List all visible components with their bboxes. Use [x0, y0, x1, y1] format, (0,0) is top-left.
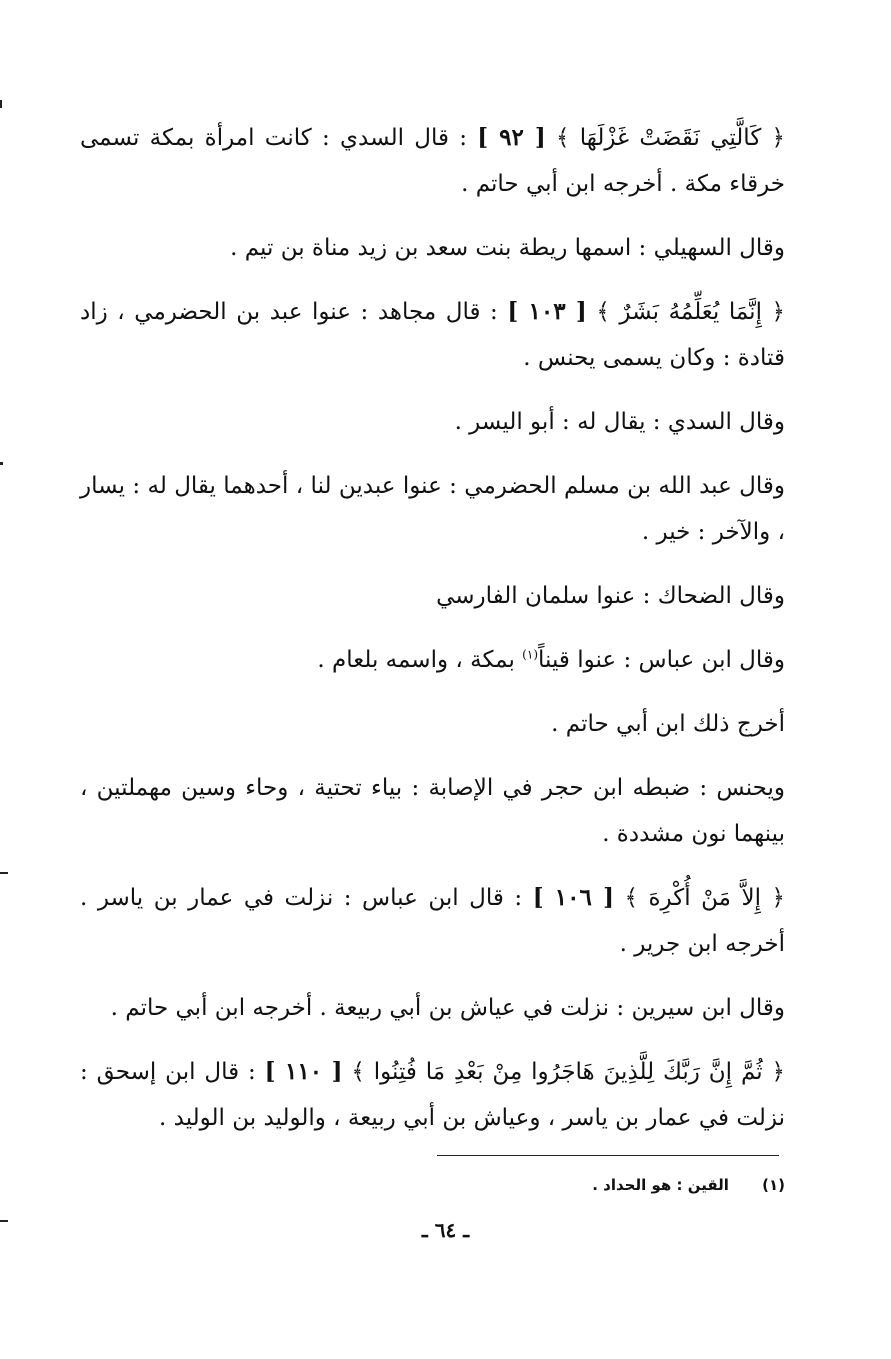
paragraph-text: بمكة ، واسمه بلعام . [317, 647, 523, 673]
paragraph-text: أخرج ذلك ابن أبي حاتم . [551, 711, 785, 737]
paragraph-suddi [80, 399, 785, 445]
scan-edge-mark [0, 462, 3, 465]
paragraph-dahhak [80, 573, 785, 619]
quran-verse: ﴿ إِلاَّ مَنْ أُكْرِهَ ﴾ [624, 885, 785, 911]
page-body [80, 115, 785, 1159]
paragraph-text: وقال السهيلي : اسمها ريطة بنت سعد بن زيد مناة بن تيم . [230, 235, 785, 261]
footnote-divider [437, 1155, 779, 1156]
paragraph-verse-106 [80, 875, 785, 967]
verse-ref: [ ١١٠ ] [264, 1058, 343, 1085]
paragraph-text: وقال ابن سيرين : نزلت في عياش بن أبي ربيعة . أخرجه ابن أبي حاتم . [110, 995, 785, 1021]
paragraph-verse-110 [80, 1049, 785, 1141]
quran-verse: ﴿ ثُمَّ إِنَّ رَبَّكَ لِلَّذِينَ هَاجَرُوا مِنْ بَعْدِ مَا فُتِنُوا ﴾ [351, 1059, 786, 1085]
verse-ref: [ ١٠٦ ] [532, 884, 614, 911]
paragraph-verse-92 [80, 115, 785, 207]
paragraph-ibn-sirin [80, 985, 785, 1031]
paragraph-text: وقال السدي : يقال له : أبو اليسر . [454, 409, 785, 435]
paragraph-yahnas [80, 765, 785, 857]
paragraph-text: ويحنس : ضبطه ابن حجر في الإصابة : بياء تحتية ، وحاء وسين مهملتين ، بينهما نون مشددة . [80, 775, 785, 847]
paragraph-text: : قال مجاهد : عنوا عبد بن الحضرمي ، زاد قتادة : وكان يسمى يحنس . [80, 299, 785, 371]
paragraph-text: : قال السدي : كانت امرأة بمكة تسمى خرقاء مكة . أخرجه ابن أبي حاتم . [80, 125, 785, 197]
paragraph-text: وقال الضحاك : عنوا سلمان الفارسي [436, 583, 785, 609]
verse-ref: [ ١٠٣ ] [507, 298, 587, 325]
paragraph-source [80, 701, 785, 747]
scan-edge-mark [0, 872, 8, 874]
quran-verse: ﴿ كَالَّتِي نَقَضَتْ غَزْلَهَا ﴾ [556, 125, 786, 151]
paragraph-suhayli [80, 225, 785, 271]
paragraph-verse-103 [80, 289, 785, 381]
paragraph-text: : قال ابن عباس : نزلت في عمار بن ياسر . أخرجه ابن جرير . [80, 885, 785, 957]
page-number: ـ ٦٤ ـ [421, 1218, 470, 1242]
footnote [440, 1176, 785, 1194]
footnote-text: القين : هو الحداد . [592, 1176, 729, 1194]
paragraph-text: وقال ابن عباس : عنوا قيناً [538, 647, 785, 673]
scan-edge-mark [0, 100, 2, 108]
scan-edge-mark [0, 1220, 8, 1222]
quran-verse: ﴿ إِنَّمَا يُعَلِّمُهُ بَشَرٌ ﴾ [596, 299, 786, 325]
footnote-number: (١) [762, 1176, 785, 1194]
paragraph-text: وقال عبد الله بن مسلم الحضرمي : عنوا عبدين لنا ، أحدهما يقال له : يسار ، والآخر : خير . [80, 473, 785, 545]
paragraph-text: : قال ابن إسحق : نزلت في عمار بن ياسر ، وعياش بن أبي ربيعة ، والوليد بن الوليد . [80, 1059, 785, 1131]
verse-ref: [ ٩٢ ] [477, 124, 546, 151]
paragraph-ibn-abbas [80, 637, 785, 683]
footnote-ref: (١) [522, 647, 538, 662]
paragraph-hadrami [80, 463, 785, 555]
